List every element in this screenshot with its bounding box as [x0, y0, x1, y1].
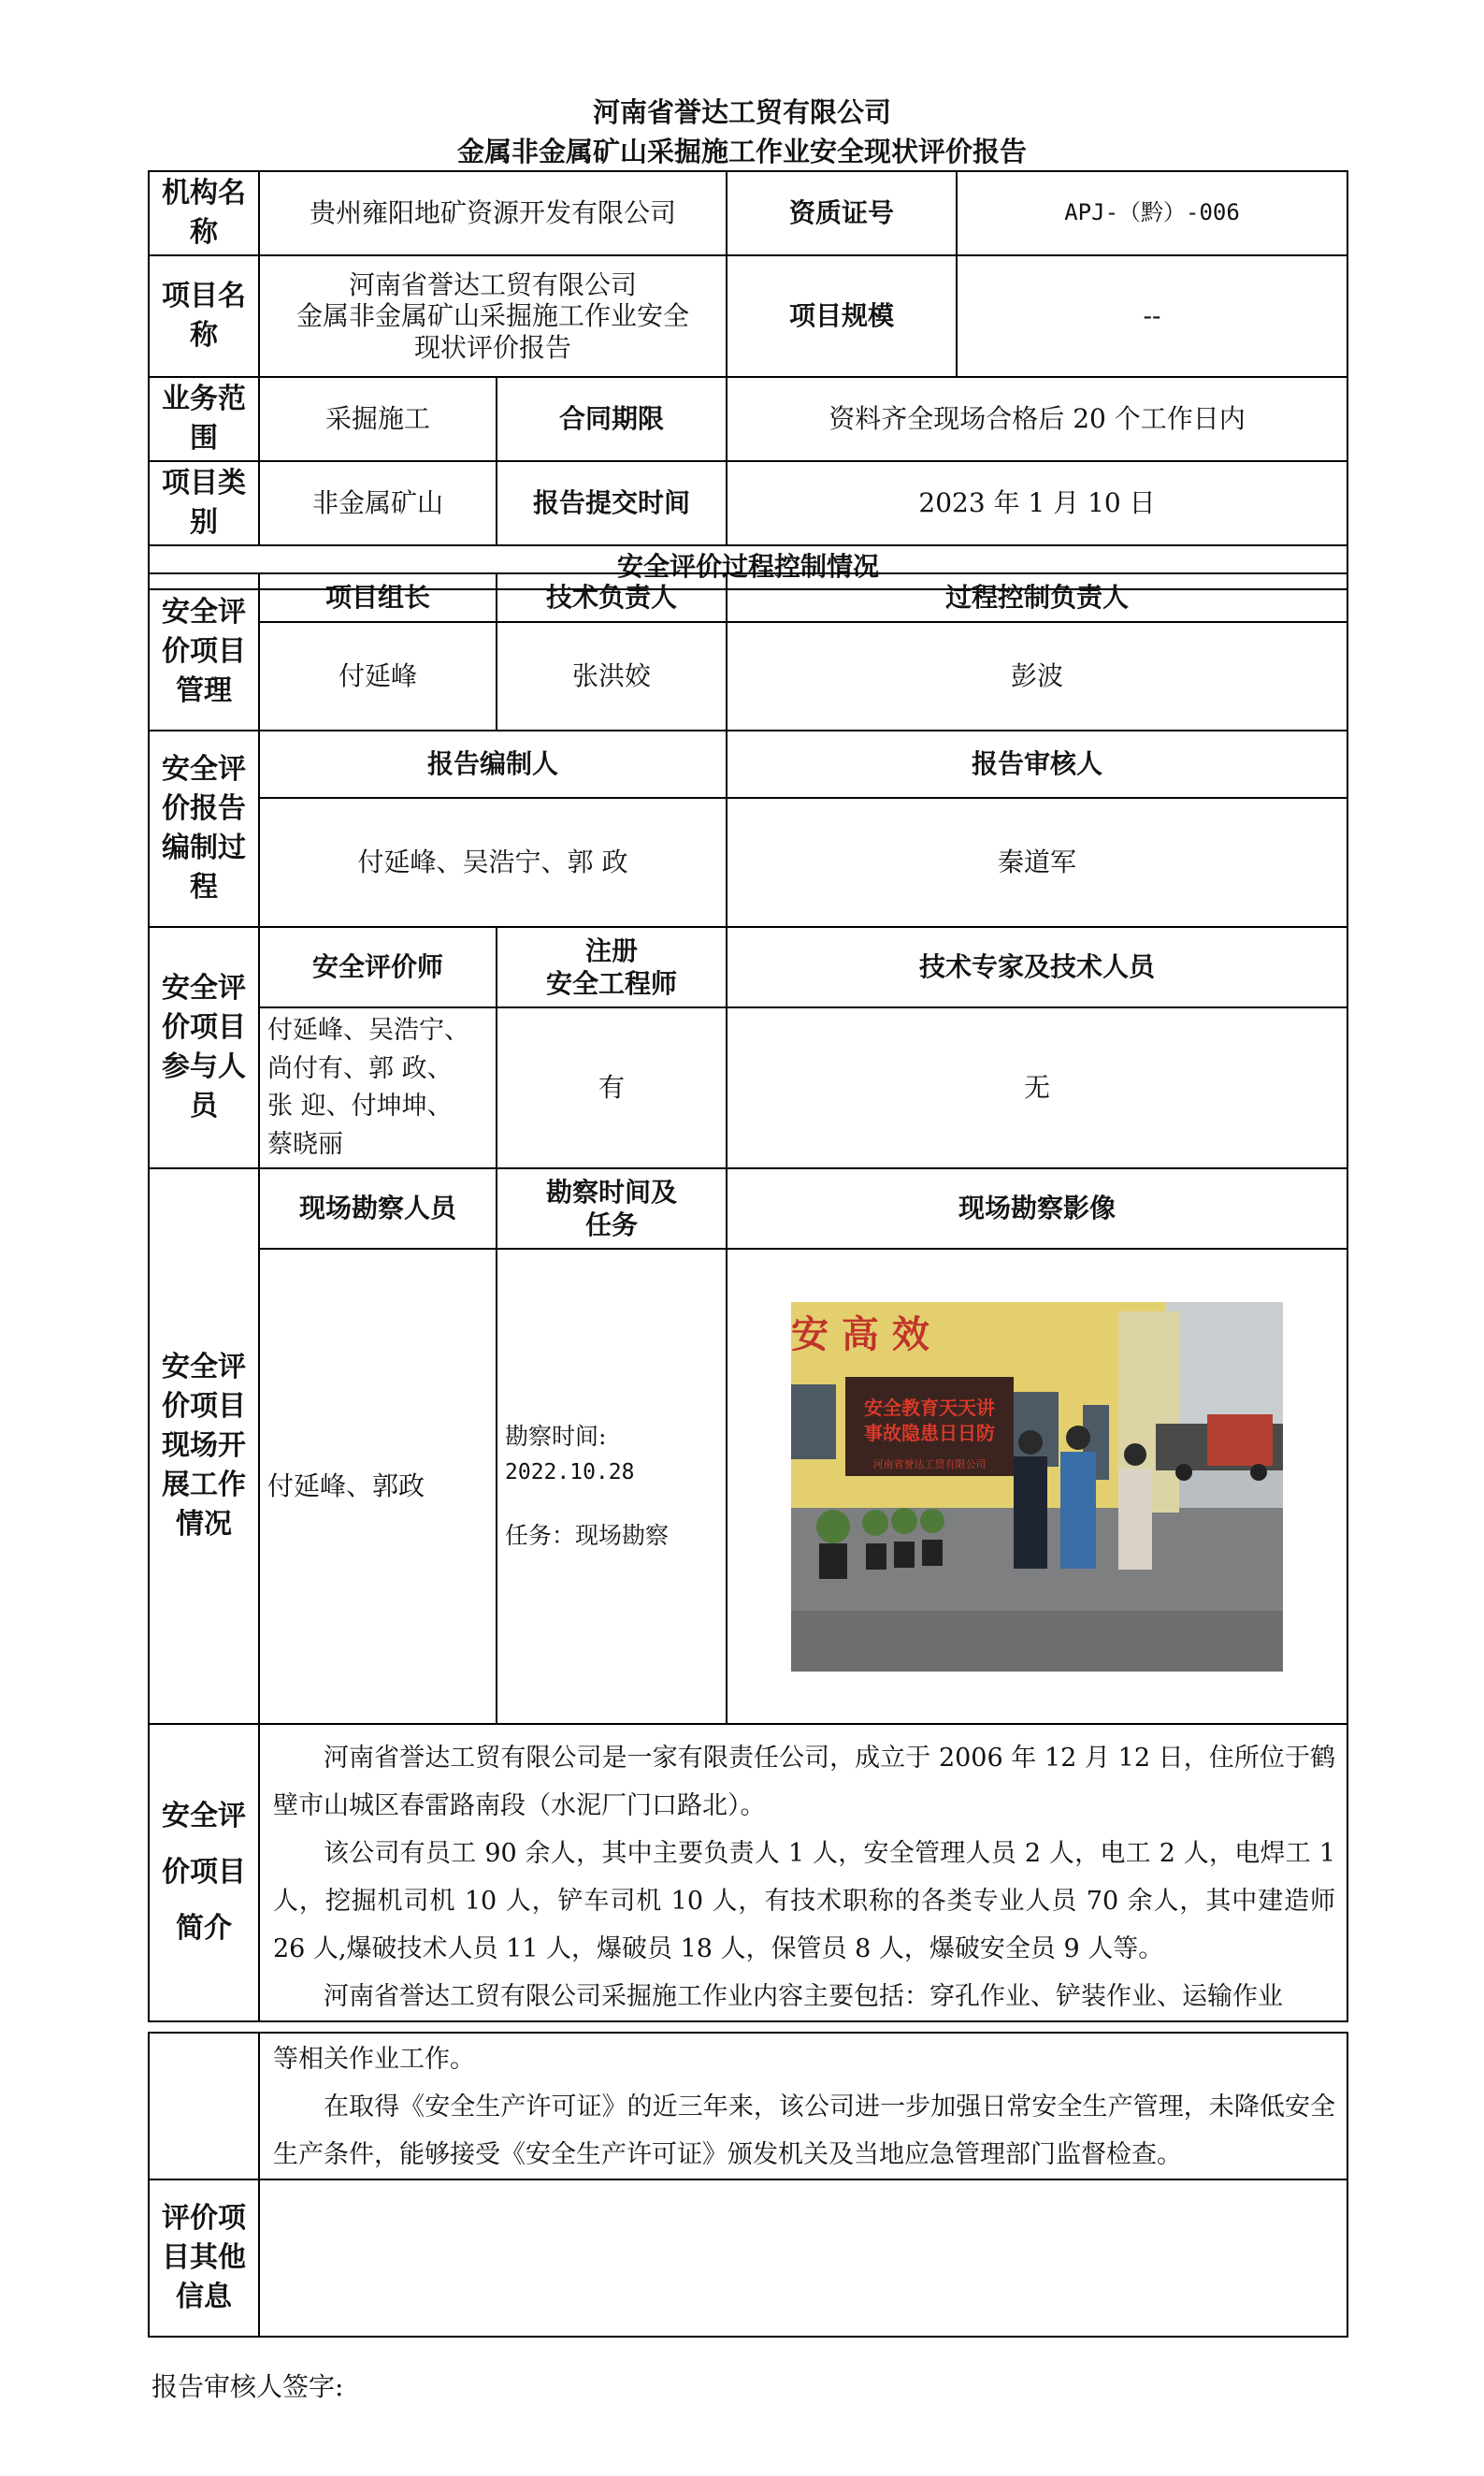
scope-value: 采掘施工 — [259, 377, 497, 461]
leader-header: 项目组长 — [259, 573, 497, 622]
project-value-line: 现状评价报告 — [414, 331, 572, 363]
intro-paragraph: 等相关作业工作。 — [273, 2045, 475, 2074]
continuation-table — [148, 2032, 1348, 2338]
org-value: 贵州雍阳地矿资源开发有限公司 — [259, 171, 727, 255]
time-header-line: 任务 — [584, 1209, 638, 1240]
category-value: 非金属矿山 — [259, 461, 497, 545]
members-label: 安全评价项目参与人员 — [149, 927, 259, 1168]
project-value — [259, 255, 727, 377]
mgmt-label: 安全评价项目管理 — [149, 573, 259, 731]
engineer-header — [497, 927, 727, 1007]
intro-paragraph: 在取得《安全生产许可证》的近三年来，该公司进一步加强日常安全生产管理，未降低安全生产条件，能够接受《安全生产许可证》颁发机关及当地应急管理部门监督检查。 — [273, 2092, 1335, 2169]
category-label: 项目类别 — [149, 461, 259, 545]
project-label: 项目名称 — [149, 255, 259, 377]
leader-value: 付延峰 — [259, 622, 497, 731]
other-value — [259, 2179, 1347, 2337]
evaluators-value — [259, 1007, 497, 1168]
time-header-line: 勘察时间及 — [545, 1177, 677, 1208]
engineer-value: 有 — [497, 1007, 727, 1168]
survey-time-label: 勘察时间: — [505, 1422, 607, 1450]
evaluators-line: 张 迎、付坤坤、 — [267, 1092, 453, 1121]
report-title: 金属非金属矿山采掘施工作业安全现状评价报告 — [456, 136, 1027, 167]
photo-sign-line1: 安全教育天天讲 — [864, 1396, 995, 1419]
signature-label: 报告审核人签字: — [151, 2371, 344, 2402]
other-label: 评价项目其他信息 — [149, 2179, 259, 2337]
authors-value: 付延峰、吴浩宁、郭 政 — [259, 798, 727, 927]
contract-value: 资料齐全现场合格后 20 个工作日内 — [727, 377, 1347, 461]
surveyors-value: 付延峰、郭政 — [259, 1249, 497, 1724]
image-header: 现场勘察影像 — [727, 1168, 1347, 1249]
intro-text — [259, 1724, 1347, 2021]
org-row — [149, 171, 1347, 255]
company-title: 河南省誉达工贸有限公司 — [592, 96, 891, 128]
process-table — [148, 572, 1348, 2022]
contract-label: 合同期限 — [497, 377, 727, 461]
evaluators-line: 蔡晓丽 — [267, 1129, 343, 1159]
experts-header: 技术专家及技术人员 — [727, 927, 1347, 1007]
tech-header: 技术负责人 — [497, 573, 727, 622]
project-row — [149, 255, 1347, 377]
photo-sign-line2: 事故隐患日日防 — [864, 1421, 995, 1444]
cert-value: APJ-（黔）-006 — [957, 171, 1347, 255]
tech-value: 张洪姣 — [497, 622, 727, 731]
survey-info — [497, 1249, 727, 1724]
evaluation-table — [148, 170, 1348, 590]
site-survey-photo — [791, 1302, 1283, 1672]
intro-label: 安全评价项目简介 — [149, 1724, 259, 2021]
cert-label: 资质证号 — [727, 171, 957, 255]
project-value-line: 金属非金属矿山采掘施工作业安全 — [296, 300, 690, 332]
experts-value: 无 — [727, 1007, 1347, 1168]
intro-text-cont — [259, 2033, 1347, 2179]
photo-banner-text: 安 高 效 — [791, 1312, 929, 1356]
field-label: 安全评价项目现场开展工作情况 — [149, 1168, 259, 1724]
org-label: 机构名称 — [149, 171, 259, 255]
scope-row — [149, 377, 1347, 461]
submit-value: 2023 年 1 月 10 日 — [727, 461, 1347, 545]
intro-paragraph: 河南省誉达工贸有限公司是一家有限责任公司，成立于 2006 年 12 月 12 日，住所位于鹤壁市山城区春雷路南段（水泥厂门口路北）。 — [273, 1744, 1335, 1820]
survey-date: 2022.10.28 — [505, 1459, 635, 1484]
engineer-header-line: 注册 — [584, 935, 638, 966]
scale-label: 项目规模 — [727, 255, 957, 377]
evaluator-header: 安全评价师 — [259, 927, 497, 1007]
intro-paragraph: 该公司有员工 90 余人，其中主要负责人 1 人，安全管理人员 2 人，电工 2 人，电焊工 1 人，挖掘机司机 10 人，铲车司机 10 人，有技术职称的各类专业人员 70 余人，其中建造师 26 人,爆破技术人员 11 人，爆破员 18 人，保管员 8 人，爆破安全员 9 人等。 — [273, 1839, 1335, 1963]
category-row — [149, 461, 1347, 545]
project-value-line: 河南省誉达工贸有限公司 — [349, 268, 638, 300]
reviewer-value: 秦道军 — [727, 798, 1347, 927]
section-title: 安全评价过程控制情况 — [149, 545, 1347, 589]
control-header: 过程控制负责人 — [727, 573, 1347, 622]
evaluators-line: 付延峰、吴浩宁、 — [267, 1016, 469, 1045]
photo-cell — [727, 1249, 1347, 1724]
intro-cont-label — [149, 2033, 259, 2179]
compile-label: 安全评价报告编制过程 — [149, 731, 259, 927]
survey-task: 任务：现场勘察 — [505, 1522, 670, 1550]
reviewer-header: 报告审核人 — [727, 731, 1347, 798]
surveyor-header: 现场勘察人员 — [259, 1168, 497, 1249]
evaluators-line: 尚付有、郭 政、 — [267, 1053, 453, 1083]
author-header: 报告编制人 — [259, 731, 727, 798]
scope-label: 业务范围 — [149, 377, 259, 461]
control-value: 彭波 — [727, 622, 1347, 731]
submit-label: 报告提交时间 — [497, 461, 727, 545]
time-header — [497, 1168, 727, 1249]
intro-paragraph: 河南省誉达工贸有限公司采掘施工作业内容主要包括：穿孔作业、铲装作业、运输作业 — [324, 1982, 1283, 2011]
site-photo-illustration — [791, 1302, 1283, 1672]
scale-value: -- — [957, 255, 1347, 377]
engineer-header-line: 安全工程师 — [545, 968, 677, 999]
photo-sign-line3: 河南省誉达工贸有限公司 — [872, 1457, 987, 1470]
